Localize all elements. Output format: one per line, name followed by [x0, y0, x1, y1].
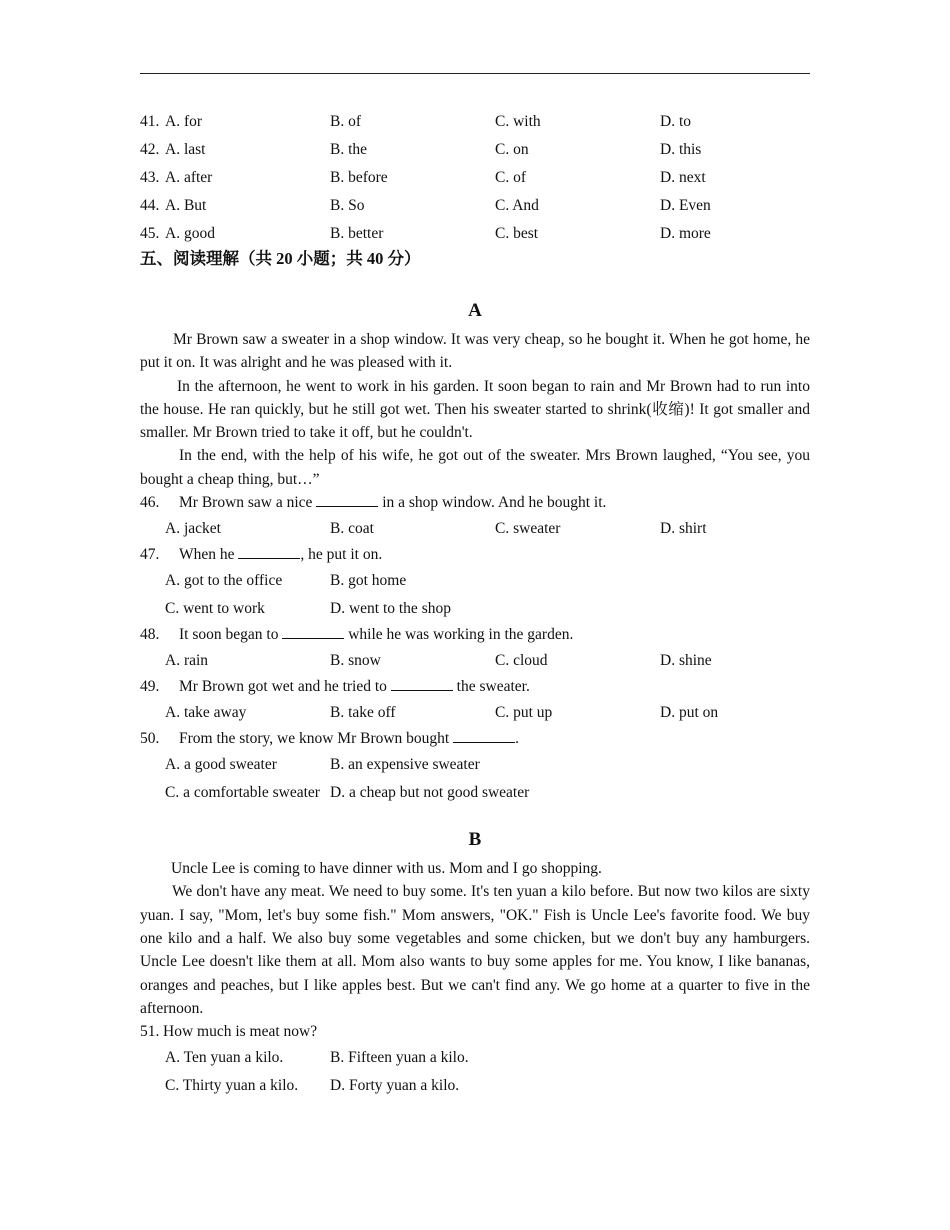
question-number: 43.	[140, 169, 160, 186]
option-c: C. best	[495, 225, 539, 242]
option-c: C. on	[495, 141, 529, 158]
option-c: C. a comfortable sweater	[165, 784, 320, 802]
option-d: D. went to the shop	[330, 600, 451, 618]
cloze-option-row-42	[140, 136, 810, 164]
question-48-stem	[140, 623, 810, 647]
question-number: 44.	[140, 197, 160, 214]
option-d: D. to	[660, 113, 691, 130]
question-number: 45.	[140, 225, 160, 242]
stem-text: while he was working in the garden.	[344, 626, 574, 644]
option-b: B. of	[330, 113, 361, 130]
question-number: 49.	[140, 678, 160, 696]
question-50-stem	[140, 727, 810, 751]
stem-text: in a shop window. And he bought it.	[378, 494, 607, 512]
question-number: 48.	[140, 626, 160, 644]
option-d: D. more	[660, 225, 711, 242]
option-c: C. sweater	[495, 520, 561, 538]
stem-text: Mr Brown saw a nice	[179, 494, 317, 512]
option-b: B. So	[330, 197, 365, 214]
answer-blank	[391, 676, 453, 691]
option-a: A. for	[165, 113, 203, 130]
passage-a-title: A	[468, 300, 482, 321]
option-c: C. with	[495, 113, 541, 130]
option-a: A. last	[165, 141, 206, 158]
question-50-options	[140, 779, 810, 807]
option-a: A. Ten yuan a kilo.	[165, 1049, 284, 1067]
passage-b-title: B	[468, 829, 482, 851]
question-51-options	[140, 1044, 810, 1072]
option-c: C. went to work	[165, 600, 265, 618]
option-d: D. a cheap but not good sweater	[330, 784, 530, 802]
option-d: D. Forty yuan a kilo.	[330, 1077, 460, 1095]
question-47-options	[140, 595, 810, 623]
answer-blank	[316, 492, 378, 507]
option-d: D. shine	[660, 652, 712, 670]
question-49-options	[140, 699, 810, 727]
option-d: D. next	[660, 169, 706, 186]
cloze-option-row-43	[140, 164, 810, 192]
stem-text: , he put it on.	[300, 546, 383, 564]
question-50-options	[140, 751, 810, 779]
option-a: A. rain	[165, 652, 209, 670]
option-b: B. better	[330, 225, 384, 242]
stem-text: From the story, we know Mr Brown bought	[179, 730, 454, 748]
option-b: B. an expensive sweater	[330, 756, 480, 774]
answer-blank	[453, 728, 515, 743]
passage-b-paragraph: Uncle Lee is coming to have dinner with us. Mom and I go shopping.	[171, 860, 602, 878]
stem-text: .	[515, 730, 519, 748]
stem-text: Mr Brown got wet and he tried to	[179, 678, 391, 696]
option-b: B. coat	[330, 520, 374, 538]
cloze-option-row-44	[140, 192, 810, 220]
option-a: A. jacket	[165, 520, 221, 538]
option-c: C. And	[495, 197, 539, 214]
option-b: B. got home	[330, 572, 407, 590]
answer-blank	[238, 544, 300, 559]
question-number: 41.	[140, 113, 160, 130]
option-c: C. put up	[495, 704, 553, 722]
passage-a-paragraph: Mr Brown saw a sweater in a shop window. It was very cheap, so he bought it. When he got home, he put it on. It was alright and he was pleased with it.	[140, 331, 810, 372]
option-a: A. a good sweater	[165, 756, 277, 774]
question-number: 51.	[140, 1023, 160, 1041]
cloze-options	[140, 108, 810, 248]
stem-text: the sweater.	[452, 678, 530, 696]
stem-text: When he	[179, 546, 239, 564]
question-46-stem	[140, 491, 810, 515]
question-number: 47.	[140, 546, 160, 564]
passage-a-paragraph: In the end, with the help of his wife, he got out of the sweater. Mrs Brown laughed, “You see, you bought a cheap thing, but…”	[140, 447, 810, 488]
question-51-options	[140, 1072, 810, 1100]
option-a: A. take away	[165, 704, 247, 722]
option-a: A. good	[165, 225, 215, 242]
passage-b-paragraph: We don't have any meat. We need to buy some. It's ten yuan a kilo before. But now two kilos are sixty yuan. I say, "Mom, let's buy some fish." Mom answers, "OK." Fish is Uncle Lee's favorite food. We buy one kilo and a half. We also buy some vegetables and some chicken, but we don't buy any hamburgers. Uncle Lee doesn't like them at all. Mom also wants to buy some apples for me. You know, I like bananas, oranges and peaches, but I like apples best. But we can't find any. We go home at a quarter to five in the afternoon.	[140, 883, 810, 1017]
stem-text: How much is meat now?	[163, 1023, 318, 1041]
question-number: 46.	[140, 494, 160, 512]
option-a: A. got to the office	[165, 572, 283, 590]
option-a: A. But	[165, 197, 207, 214]
option-c: C. of	[495, 169, 526, 186]
option-c: C. Thirty yuan a kilo.	[165, 1077, 299, 1095]
option-b: B. take off	[330, 704, 396, 722]
option-d: D. Even	[660, 197, 711, 214]
cloze-option-row-45	[140, 220, 810, 248]
exam-page	[140, 108, 810, 1100]
question-number: 50.	[140, 730, 160, 748]
option-a: A. after	[165, 169, 213, 186]
option-b: B. snow	[330, 652, 381, 670]
option-d: D. this	[660, 141, 702, 158]
header-rule	[140, 73, 810, 74]
option-d: D. put on	[660, 704, 719, 722]
section-title: 五、阅读理解（共 20 小题；共 40 分）	[140, 249, 421, 268]
option-b: B. before	[330, 169, 388, 186]
question-46-options	[140, 515, 810, 543]
passage-a-paragraph: In the afternoon, he went to work in his garden. It soon began to rain and Mr Brown had to run into the house. He ran quickly, but he still got wet. Then his sweater started to shrink(收缩)! It got smaller and smaller. Mr Brown tried to take it off, but he couldn't.	[140, 377, 810, 442]
question-49-stem	[140, 675, 810, 699]
stem-text: It soon began to	[179, 626, 283, 644]
answer-blank	[282, 624, 344, 639]
option-b: B. Fifteen yuan a kilo.	[330, 1049, 469, 1067]
cloze-option-row-41	[140, 108, 810, 136]
option-d: D. shirt	[660, 520, 707, 538]
question-47-stem	[140, 543, 810, 567]
question-51-stem	[140, 1020, 810, 1044]
question-48-options	[140, 647, 810, 675]
question-47-options	[140, 567, 810, 595]
question-number: 42.	[140, 141, 160, 158]
option-b: B. the	[330, 141, 368, 158]
option-c: C. cloud	[495, 652, 548, 670]
